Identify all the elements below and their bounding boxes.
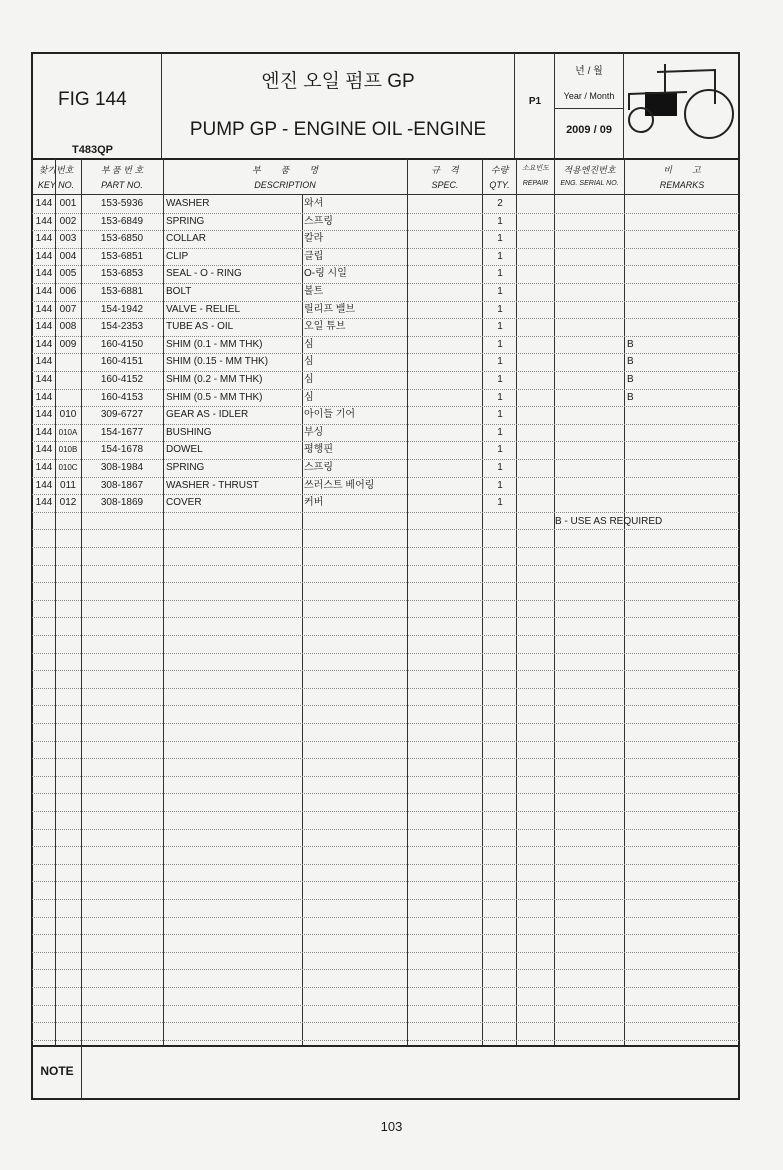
- row-rule: [32, 917, 739, 918]
- description-ko-cell: 아이들 기어: [304, 409, 356, 421]
- col-spec-ko: 규 격: [431, 165, 459, 175]
- column-divider: [482, 159, 483, 1045]
- description-ko-cell: 심: [304, 338, 314, 350]
- part-no-cell: 154-1942: [100, 303, 144, 315]
- remarks-cell: B: [627, 338, 634, 350]
- row-rule: [32, 987, 739, 988]
- row-rule: [32, 336, 739, 337]
- qty-cell: 1: [497, 215, 503, 227]
- fig-cell: 144: [35, 215, 53, 227]
- row-rule: [32, 547, 739, 548]
- issue-date: 2009 / 09: [566, 124, 612, 136]
- description-ko-cell: 심: [304, 374, 314, 385]
- description-cell: WASHER - THRUST: [166, 479, 259, 491]
- fig-cell: 144: [35, 426, 53, 438]
- row-rule: [32, 705, 739, 706]
- fig-cell: 144: [35, 303, 53, 315]
- description-cell: CLIP: [166, 250, 189, 262]
- part-no-cell: 154-2353: [100, 321, 144, 333]
- note-divider: [81, 1046, 82, 1098]
- row-rule: [32, 248, 739, 249]
- description-ko-cell: 스프링: [304, 462, 333, 473]
- description-cell: BOLT: [166, 286, 192, 297]
- description-cell: SEAL - O - RING: [166, 268, 242, 280]
- fig-cell: 144: [35, 444, 53, 456]
- qty-cell: 1: [497, 268, 503, 280]
- page-number: 103: [380, 1119, 403, 1134]
- fig-cell: 144: [35, 391, 53, 403]
- row-rule: [32, 952, 739, 953]
- row-rule: [32, 406, 739, 407]
- row-rule: [32, 582, 739, 583]
- row-rule: [32, 565, 739, 566]
- year-month-label-ko: 년 / 월: [575, 66, 603, 77]
- part-no-cell: 308-1867: [100, 479, 144, 491]
- row-rule: [32, 617, 739, 618]
- qty-cell: 1: [497, 338, 503, 350]
- part-no-cell: 154-1677: [100, 426, 144, 438]
- model-code: T483QP: [72, 144, 113, 156]
- col-serial-en: ENG. SERIAL NO.: [560, 180, 619, 187]
- remarks-cell: B: [627, 356, 634, 368]
- row-rule: [32, 441, 739, 442]
- row-rule: [32, 846, 739, 847]
- description-ko-cell: 심: [304, 391, 314, 403]
- qty-cell: 1: [497, 233, 503, 245]
- column-divider: [163, 159, 164, 1045]
- key-no-cell: 006: [59, 286, 77, 297]
- header-divider: [555, 108, 623, 109]
- fig-cell: 144: [35, 409, 53, 421]
- key-no-cell: 002: [59, 215, 77, 227]
- remarks-cell: B: [627, 374, 634, 385]
- row-rule: [32, 758, 739, 759]
- col-repair-ko: 소요빈도: [521, 165, 550, 172]
- part-no-cell: 153-6851: [100, 250, 144, 262]
- col-qty-ko: 수량: [490, 165, 509, 175]
- remarks-cell: B: [627, 391, 634, 403]
- qty-cell: 1: [497, 462, 503, 473]
- remarks-cell: [627, 406, 727, 423]
- qty-cell: 1: [497, 426, 503, 438]
- fig-cell: 144: [35, 233, 53, 245]
- col-spec-en: SPEC.: [431, 180, 459, 190]
- qty-cell: 1: [497, 321, 503, 333]
- key-no-cell: 003: [59, 233, 77, 245]
- description-cell: SHIM (0.15 - MM THK): [166, 356, 269, 368]
- description-cell: GEAR AS - IDLER: [166, 409, 249, 421]
- part-no-cell: 160-4152: [100, 374, 144, 385]
- description-ko-cell: 쓰러스트 베어링: [304, 479, 375, 491]
- row-rule: [32, 793, 739, 794]
- row-rule: [32, 1022, 739, 1023]
- key-no-cell: 010C: [58, 463, 78, 472]
- description-ko-cell: 부싱: [304, 426, 324, 438]
- qty-cell: 1: [497, 356, 503, 368]
- row-rule: [32, 477, 739, 478]
- part-no-cell: 308-1869: [100, 497, 144, 509]
- description-cell: BUSHING: [166, 426, 212, 438]
- column-divider: [624, 159, 625, 1045]
- row-rule: [32, 811, 739, 812]
- part-no-cell: 308-1984: [100, 462, 144, 473]
- fig-cell: 144: [35, 462, 53, 473]
- qty-cell: 1: [497, 497, 503, 509]
- remarks-cell: [627, 494, 727, 511]
- header-divider: [623, 53, 624, 158]
- col-repair-en: REPAIR: [522, 180, 549, 187]
- row-rule: [32, 389, 739, 390]
- description-ko-cell: O-링 시일: [304, 268, 347, 280]
- description-cell: COVER: [166, 497, 202, 509]
- description-ko-cell: 와셔: [304, 198, 324, 209]
- row-rule: [32, 424, 739, 425]
- qty-cell: 1: [497, 479, 503, 491]
- part-no-cell: 160-4150: [100, 338, 144, 350]
- header-divider: [514, 53, 515, 158]
- qty-cell: 1: [497, 391, 503, 403]
- qty-cell: 2: [497, 198, 503, 209]
- description-ko-cell: 릴리프 밸브: [304, 303, 356, 315]
- remarks-cell: [627, 441, 727, 458]
- fig-cell: 144: [35, 356, 53, 368]
- description-ko-cell: 스프링: [304, 215, 333, 227]
- part-no-cell: 153-6881: [100, 286, 144, 297]
- part-no-cell: 153-5936: [100, 198, 144, 209]
- column-divider: [554, 159, 555, 1045]
- row-rule: [32, 512, 739, 513]
- row-rule: [32, 318, 739, 319]
- row-rule: [32, 283, 739, 284]
- fig-cell: 144: [35, 479, 53, 491]
- remarks-cell: [627, 477, 727, 494]
- row-rule: [32, 969, 739, 970]
- part-no-cell: 160-4151: [100, 356, 144, 368]
- row-rule: [32, 899, 739, 900]
- row-rule: [32, 881, 739, 882]
- tractor-icon: [627, 62, 735, 150]
- remarks-cell: [627, 265, 727, 282]
- key-no-cell: 007: [59, 303, 77, 315]
- row-rule: [32, 934, 739, 935]
- key-no-cell: [56, 389, 80, 406]
- header-bottom-rule: [32, 158, 739, 160]
- qty-cell: 1: [497, 303, 503, 315]
- description-cell: SPRING: [166, 462, 205, 473]
- description-ko-cell: 칼라: [304, 233, 324, 245]
- col-desc-ko: 부 품 명: [251, 165, 319, 175]
- row-rule: [32, 1040, 739, 1041]
- row-rule: [32, 688, 739, 689]
- title-korean: 엔진 오일 펌프 GP: [261, 71, 415, 92]
- qty-cell: 1: [497, 286, 503, 297]
- note-label: NOTE: [40, 1064, 74, 1078]
- row-rule: [32, 301, 739, 302]
- part-no-cell: 153-6849: [100, 215, 144, 227]
- key-no-cell: 010: [59, 409, 77, 421]
- remarks-cell: [627, 459, 727, 476]
- row-rule: [32, 776, 739, 777]
- col-part-ko: 부 품 번 호: [100, 165, 144, 175]
- remarks-cell: [627, 424, 727, 441]
- row-rule: [32, 670, 739, 671]
- description-cell: VALVE - RELIEL: [166, 303, 241, 315]
- key-no-cell: 009: [59, 338, 77, 350]
- fig-cell: 144: [35, 286, 53, 297]
- remarks-cell: [627, 195, 727, 212]
- key-no-cell: [56, 353, 80, 370]
- row-rule: [32, 265, 739, 266]
- qty-cell: 1: [497, 374, 503, 385]
- remarks-cell: [627, 248, 727, 265]
- part-no-cell: 160-4153: [100, 391, 144, 403]
- column-divider: [407, 159, 408, 1045]
- key-no-cell: 010A: [58, 427, 78, 437]
- remarks-note: B - USE AS REQUIRED: [555, 516, 663, 527]
- remarks-cell: [627, 230, 727, 247]
- row-rule: [32, 635, 739, 636]
- fig-cell: 144: [35, 338, 53, 350]
- col-key-ko: 찾기번호: [38, 165, 74, 175]
- col-key-en: KEY NO.: [37, 180, 75, 190]
- key-no-cell: 005: [59, 268, 77, 280]
- description-ko-cell: 커버: [304, 497, 324, 509]
- figure-number: FIG 144: [58, 89, 127, 110]
- part-no-cell: 153-6853: [100, 268, 144, 280]
- part-no-cell: 154-1678: [100, 444, 144, 456]
- row-rule: [32, 230, 739, 231]
- description-cell: SHIM (0.5 - MM THK): [166, 391, 263, 403]
- row-rule: [32, 494, 739, 495]
- row-rule: [32, 213, 739, 214]
- fig-cell: 144: [35, 497, 53, 509]
- remarks-cell: [627, 213, 727, 230]
- key-no-cell: 001: [59, 198, 77, 209]
- description-cell: WASHER: [166, 198, 210, 209]
- description-cell: SHIM (0.2 - MM THK): [166, 374, 263, 385]
- description-ko-cell: 클립: [304, 250, 324, 262]
- fig-cell: 144: [35, 268, 53, 280]
- description-cell: TUBE AS - OIL: [166, 321, 234, 333]
- description-cell: SPRING: [166, 215, 205, 227]
- qty-cell: 1: [497, 409, 503, 421]
- row-rule: [32, 829, 739, 830]
- note-rule: [32, 1045, 739, 1047]
- description-cell: DOWEL: [166, 444, 203, 456]
- row-rule: [32, 529, 739, 530]
- qty-cell: 1: [497, 444, 503, 456]
- col-desc-en: DESCRIPTION: [254, 180, 316, 190]
- page-ref: P1: [528, 96, 542, 107]
- fig-cell: 144: [35, 374, 53, 385]
- row-rule: [32, 353, 739, 354]
- row-rule: [32, 600, 739, 601]
- description-ko-cell: 볼트: [304, 286, 324, 297]
- col-qty-en: QTY.: [489, 180, 510, 190]
- key-no-cell: 004: [59, 250, 77, 262]
- remarks-cell: [627, 301, 727, 318]
- row-rule: [32, 864, 739, 865]
- row-rule: [32, 1005, 739, 1006]
- description-cell: COLLAR: [166, 233, 207, 245]
- col-remarks-en: REMARKS: [659, 180, 705, 190]
- fig-cell: 144: [35, 321, 53, 333]
- row-rule: [32, 741, 739, 742]
- part-no-cell: 153-6850: [100, 233, 144, 245]
- key-no-cell: 010B: [58, 445, 78, 455]
- row-rule: [32, 723, 739, 724]
- key-no-cell: [56, 371, 80, 388]
- key-no-cell: 008: [59, 321, 77, 333]
- column-divider: [516, 159, 517, 1045]
- key-no-cell: 011: [60, 479, 76, 491]
- description-cell: SHIM (0.1 - MM THK): [166, 338, 263, 350]
- part-no-cell: 309-6727: [100, 409, 144, 421]
- key-no-cell: 012: [59, 497, 77, 509]
- row-rule: [32, 459, 739, 460]
- description-ko-cell: 심: [304, 356, 314, 368]
- col-part-en: PART NO.: [101, 180, 143, 190]
- remarks-cell: [627, 283, 727, 300]
- description-ko-cell: 오일 튜브: [304, 321, 346, 333]
- col-serial-ko: 적용엔진번호: [563, 165, 616, 175]
- description-ko-cell: 평행핀: [304, 444, 333, 456]
- row-rule: [32, 653, 739, 654]
- row-rule: [32, 371, 739, 372]
- qty-cell: 1: [497, 250, 503, 262]
- title-english: PUMP GP - ENGINE OIL -ENGINE: [189, 119, 487, 140]
- fig-cell: 144: [35, 198, 53, 209]
- year-month-label-en: Year / Month: [563, 91, 615, 101]
- col-remarks-ko: 비 고: [663, 165, 701, 175]
- fig-cell: 144: [35, 250, 53, 262]
- remarks-cell: [627, 318, 727, 335]
